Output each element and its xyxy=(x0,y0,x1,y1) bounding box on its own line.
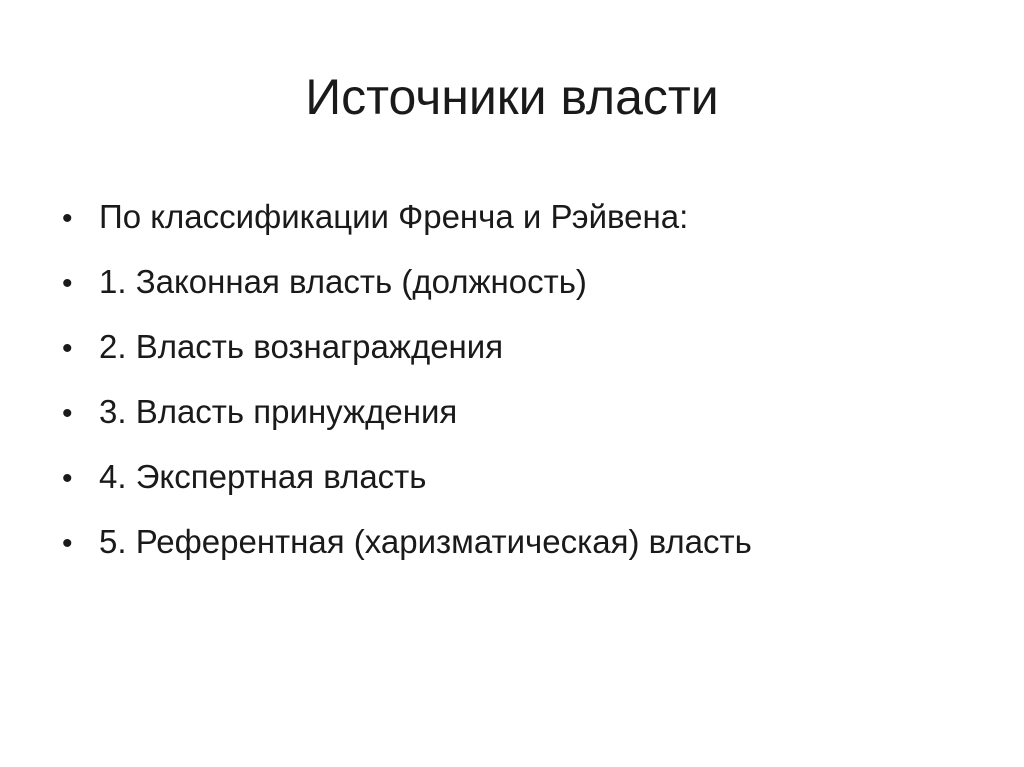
list-item xyxy=(62,249,992,314)
bullet-icon: • xyxy=(62,527,73,560)
list-item-text: 5. Референтная (харизматическая) власть xyxy=(99,523,752,560)
list-item xyxy=(62,444,992,509)
list-item-text: 1. Законная власть (должность) xyxy=(99,263,587,300)
list-item xyxy=(62,379,992,444)
bullet-icon: • xyxy=(62,267,73,300)
list-item-text: По классификации Френча и Рэйвена: xyxy=(99,198,689,235)
list-item-text: 2. Власть вознаграждения xyxy=(99,328,504,365)
bullet-icon: • xyxy=(62,332,73,365)
bullet-list xyxy=(62,184,992,574)
bullet-icon: • xyxy=(62,462,73,495)
list-item xyxy=(62,509,992,574)
list-item-text: 4. Экспертная власть xyxy=(99,458,427,495)
list-item xyxy=(62,314,992,379)
bullet-icon: • xyxy=(62,397,73,430)
list-item xyxy=(62,184,992,249)
list-item-text: 3. Власть принуждения xyxy=(99,393,458,430)
bullet-icon: • xyxy=(62,202,73,235)
slide-title: Источники власти xyxy=(305,69,719,125)
